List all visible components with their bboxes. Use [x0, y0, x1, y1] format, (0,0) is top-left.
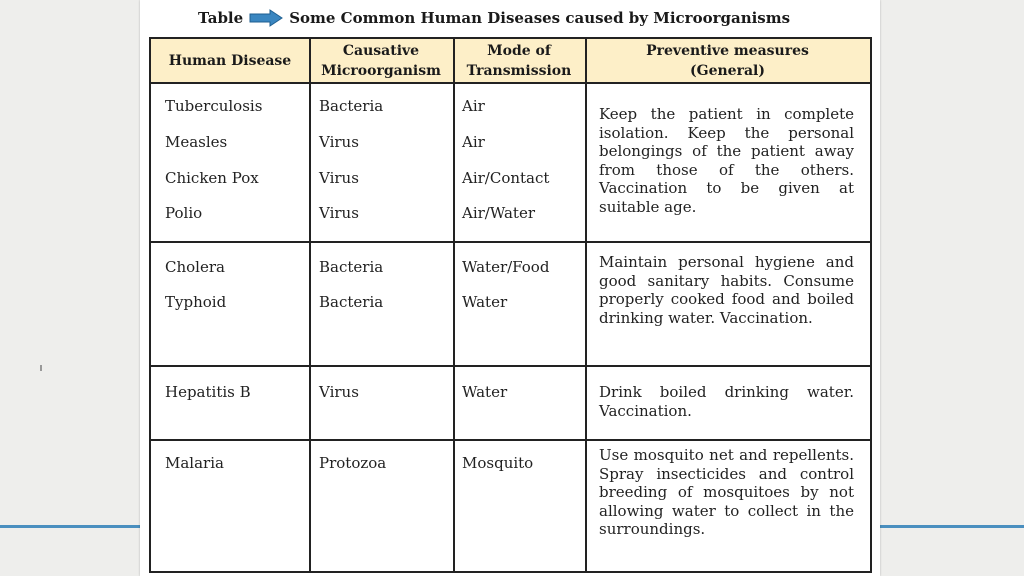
cell-disease: Polio [165, 204, 203, 222]
cell-prevention: Use mosquito net and repellents. Spray insecticides and control breeding of mosquitoes by not allowing water to collect in the surroundings. [599, 446, 854, 538]
cell-prevention: Keep the patient in complete isolation. Keep the personal belongings of the patient away from those of the others. Vaccination to be given at suitable age. [599, 105, 854, 216]
cell-disease: Measles [165, 133, 228, 151]
right-arrow-icon [249, 9, 283, 27]
cell-transmission: Water [462, 383, 508, 401]
cell-microorganism: Virus [319, 169, 359, 187]
table-sheet [140, 0, 880, 576]
slide-accent-line-right [880, 525, 1024, 528]
row-divider [151, 365, 870, 367]
cell-microorganism: Protozoa [319, 454, 387, 472]
cell-microorganism: Virus [319, 133, 359, 151]
column-divider [309, 39, 311, 571]
cell-transmission: Water [462, 293, 508, 311]
header-preventive-measures: Preventive measures (General) [646, 42, 809, 79]
diseases-table [149, 37, 872, 573]
caption-title: Some Common Human Diseases caused by Microorganisms [289, 9, 791, 27]
cell-disease: Malaria [165, 454, 224, 472]
header-mode-of-transmission: Mode of Transmission [466, 42, 572, 79]
slide-mark [40, 365, 42, 371]
cell-transmission: Air [462, 133, 485, 151]
column-divider [585, 39, 587, 571]
cell-disease: Hepatitis B [165, 383, 251, 401]
cell-transmission: Air [462, 97, 485, 115]
cell-transmission: Air/Water [462, 204, 535, 222]
cell-microorganism: Bacteria [319, 293, 384, 311]
row-divider [151, 241, 870, 243]
cell-disease: Cholera [165, 258, 225, 276]
table-caption [198, 9, 790, 27]
slide-accent-line-left [0, 525, 140, 528]
cell-disease: Typhoid [165, 293, 227, 311]
cell-microorganism: Bacteria [319, 97, 384, 115]
caption-table-word: Table [198, 9, 244, 27]
cell-microorganism: Virus [319, 383, 359, 401]
cell-transmission: Mosquito [462, 454, 534, 472]
cell-transmission: Air/Contact [462, 169, 550, 187]
header-human-disease: Human Disease [168, 52, 292, 69]
cell-microorganism: Bacteria [319, 258, 384, 276]
cell-prevention: Drink boiled drinking water. Vaccination. [599, 383, 854, 420]
row-divider [151, 439, 870, 441]
cell-transmission: Water/Food [462, 258, 550, 276]
cell-disease: Tuberculosis [165, 97, 263, 115]
cell-microorganism: Virus [319, 204, 359, 222]
header-causative-microorganism: Causative Microorganism [321, 42, 441, 79]
column-divider [453, 39, 455, 571]
cell-prevention: Maintain personal hygiene and good sanitary habits. Consume properly cooked food and boiled drinking water. Vaccination. [599, 253, 854, 327]
cell-disease: Chicken Pox [165, 169, 259, 187]
